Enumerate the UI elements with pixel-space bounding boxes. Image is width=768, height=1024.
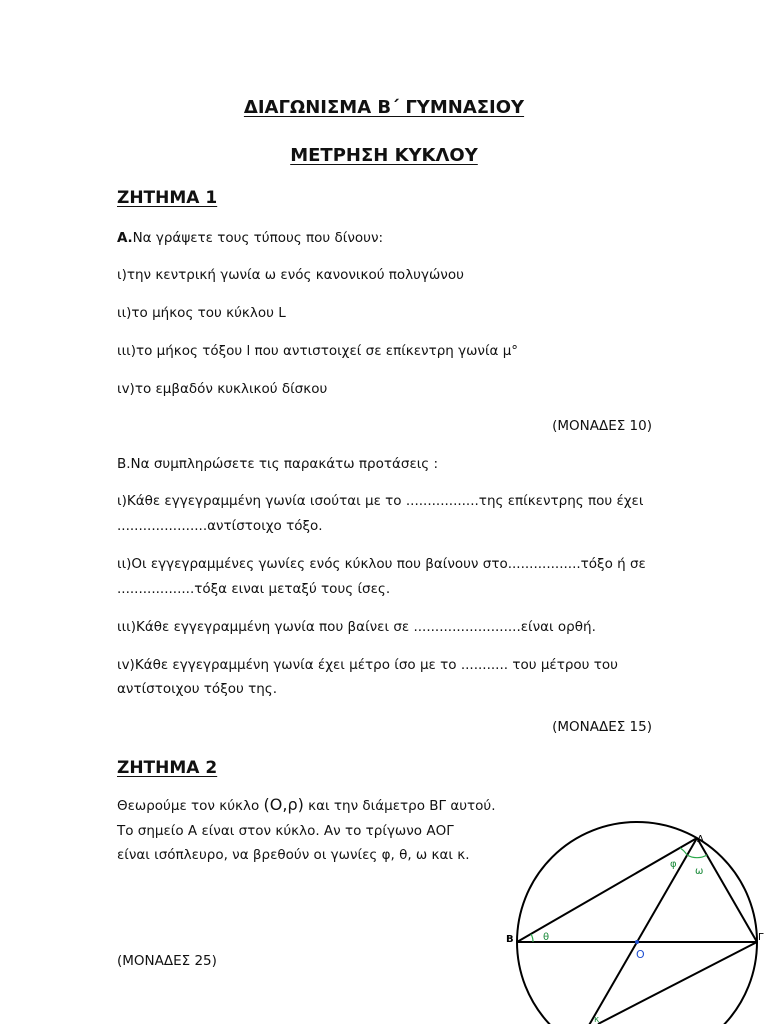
q1-partA-lead: Α. [117,230,133,246]
angle-arc-omega [687,855,707,858]
point-label-O: Ο [636,948,645,961]
q1-partB-iv-line1: ιv)Κάθε εγγεγραμμένη γωνία έχει μέτρο ίσο με το ........... του μέτρου του [117,657,618,673]
point-label-G: Γ [758,932,764,943]
document-title: ΔΙΑΓΩΝΙΣΜΑ Β΄ ΓΥΜΝΑΣΙΟΥ [243,97,525,118]
q1-partB-iii: ιιι)Κάθε εγγεγραμμένη γωνία που βαίνει σε .........................είναι ορθή. [117,619,596,635]
segment-G-down [598,942,757,1024]
q1-heading: ΖΗΤΗΜΑ 1 [117,188,218,208]
point-label-A: Α [697,834,704,845]
angle-arc-theta [531,934,533,942]
q1-partB-i-line1: ι)Κάθε εγγεγραμμένη γωνία ισούται με το .................της επίκεντρης που έχει [117,493,644,509]
q1-partB-ii-line2: ..................τόξα ειναι μεταξύ τους ίσες. [117,581,391,597]
angle-label-kappa: κ [594,1015,600,1024]
q2-circle-notation: (Ο,ρ) [263,795,304,814]
q2-line1-post: και την διάμετρο ΒΓ αυτού. [308,798,496,814]
q1-partB-ii-line1: ιι)Οι εγγεγραμμένες γωνίες ενός κύκλου που βαίνουν στο.................τόξο ή σε [117,556,646,572]
q1-partA-item-3: ιιι)το μήκος τόξου l που αντιστοιχεί σε επίκεντρη γωνία μ° [117,343,519,359]
q2-line-2: Το σημείο Α είναι στον κύκλο. Αν το τρίγωνο ΑΟΓ [117,823,454,839]
angle-label-phi: φ [670,859,677,870]
segment-A-through-O [577,838,697,1024]
angle-arc-phi [680,848,687,855]
q2-heading: ΖΗΤΗΜΑ 2 [117,758,218,778]
document-subtitle: ΜΕΤΡΗΣΗ ΚΥΚΛΟΥ [290,145,478,166]
angle-label-omega: ω [695,866,704,877]
q1-partA-item-2: ιι)το μήκος του κύκλου L [117,305,286,321]
q2-marks: (ΜΟΝΑΔΕΣ 25) [117,953,217,969]
segment-AG [697,838,757,942]
q1-partB-i-line2: .....................αντίστοιχο τόξο. [117,518,323,534]
q2-line1-pre: Θεωρούμε τον κύκλο [117,798,260,814]
circle [517,822,757,1024]
q1-partA-item-1: ι)την κεντρική γωνία ω ενός κανονικού πολυγώνου [117,267,464,283]
center-point [635,940,639,944]
q1-partA-marks: (ΜΟΝΑΔΕΣ 10) [552,418,652,434]
q1-partA-item-4: ιv)το εμβαδόν κυκλικού δίσκου [117,381,328,397]
q1-partB-marks: (ΜΟΝΑΔΕΣ 15) [552,719,652,735]
angle-label-theta: θ [543,932,550,943]
q1-partB-iv-line2: αντίστοιχου τόξου της. [117,681,277,697]
q2-line-3: είναι ισόπλευρο, να βρεθούν οι γωνίες φ, θ, ω και κ. [117,847,470,863]
point-label-B: Β [506,934,514,945]
segment-BA [517,838,697,942]
q1-partA-prompt-text: Να γράψετε τους τύπους που δίνουν: [132,230,384,246]
q1-partB-prompt: Β.Να συμπληρώσετε τις παρακάτω προτάσεις : [117,456,439,472]
